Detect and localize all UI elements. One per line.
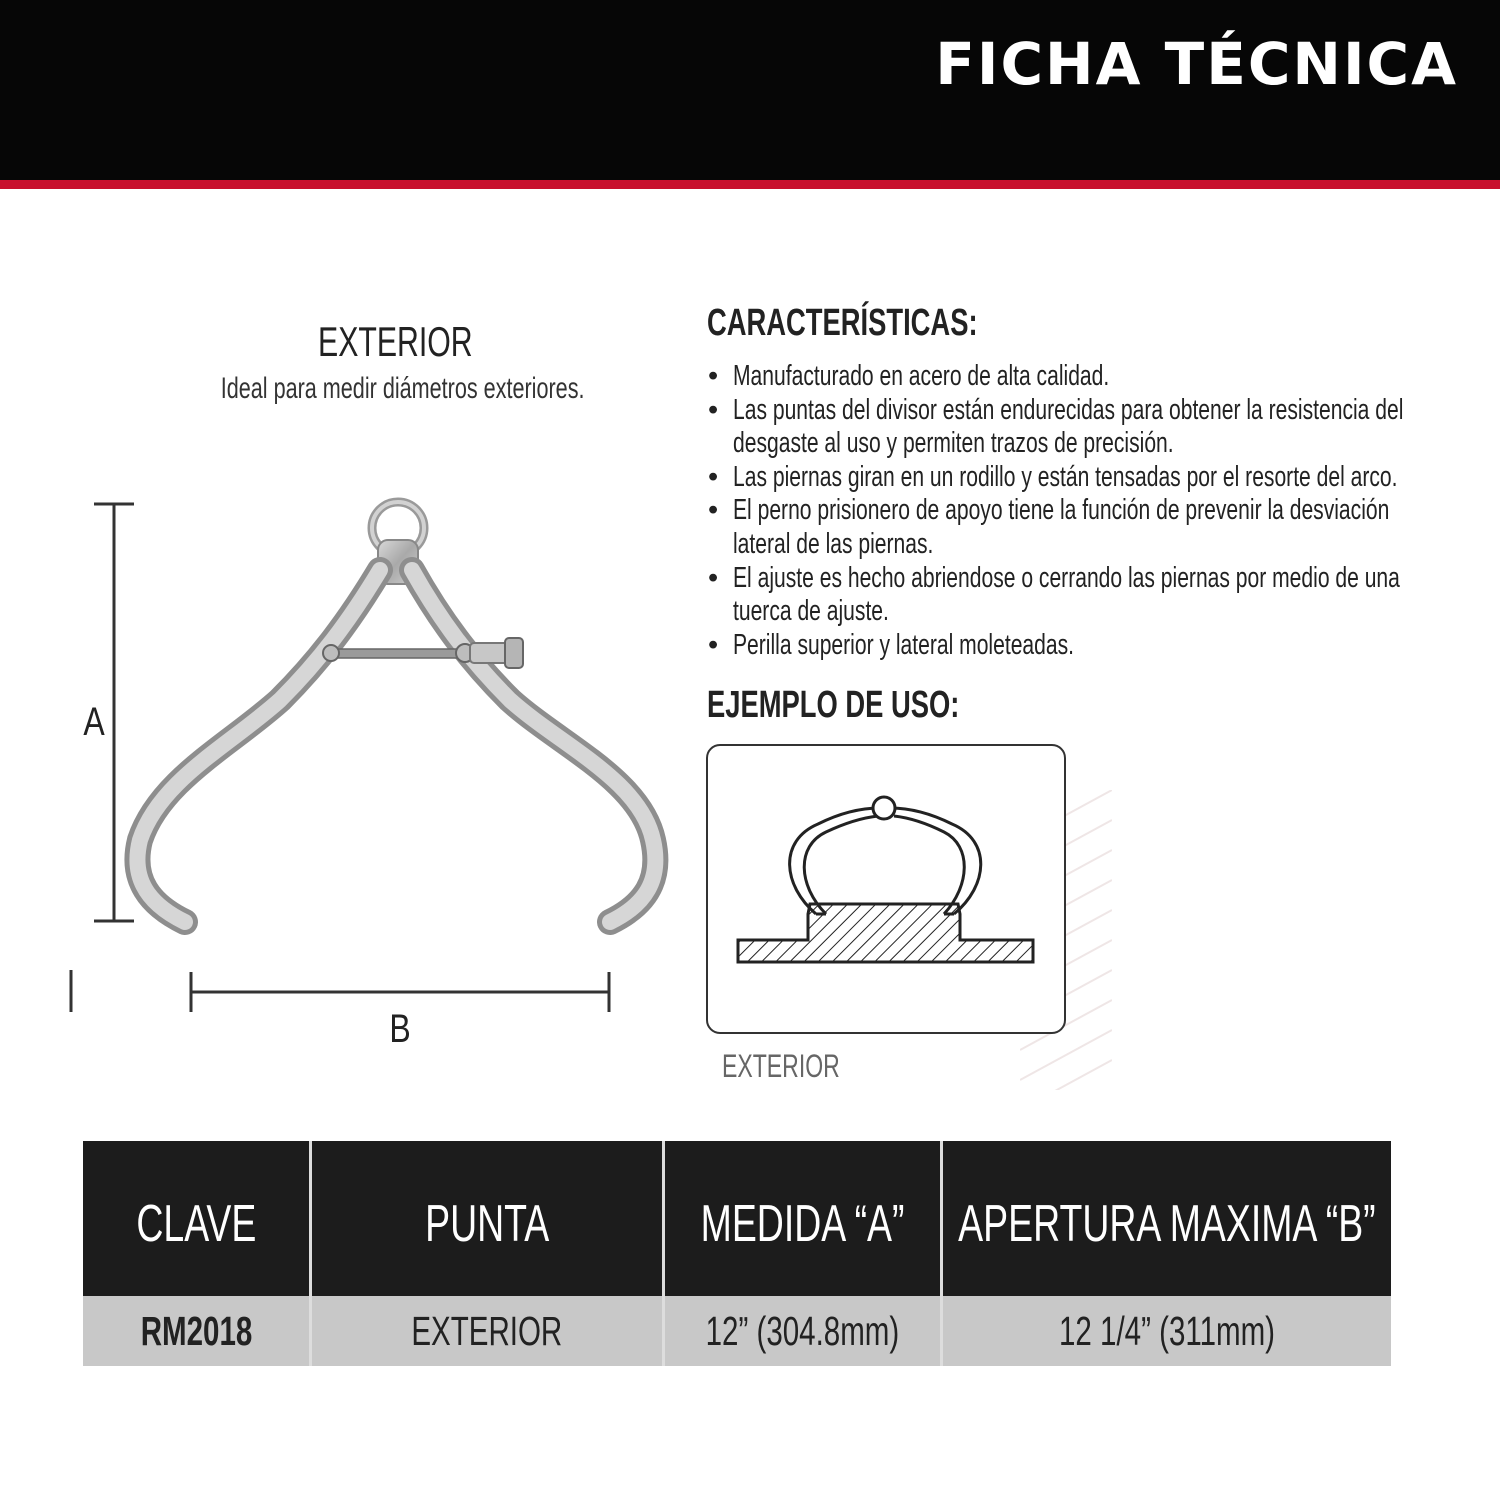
feature-item — [708, 394, 1500, 428]
cell-text: 12” (304.8mm) — [705, 1307, 900, 1354]
bullet-icon: • — [708, 393, 719, 426]
cell-apertura-b — [943, 1296, 1391, 1366]
bullet-icon: • — [708, 494, 719, 527]
feature-item — [708, 360, 1500, 394]
bullet-icon: • — [708, 360, 719, 392]
feature-item — [708, 562, 1500, 596]
cell-text: EXTERIOR — [411, 1307, 563, 1354]
example-label-text: EXTERIOR — [722, 1048, 840, 1084]
accent-stripe — [0, 180, 1500, 189]
table-header-row — [83, 1141, 1391, 1296]
feature-text: El perno prisionero de apoyo tiene la función de prevenir la desviación — [733, 494, 1390, 527]
feature-text: El ajuste es hecho abriendose o cerrando las piernas por medio de una — [733, 561, 1400, 594]
example-title — [707, 684, 1058, 727]
feature-text: desgaste al uso y permiten trazos de precisión. — [733, 427, 1174, 460]
caliper-icon — [137, 502, 655, 922]
header-text: APERTURA MAXIMA “B” — [958, 1194, 1376, 1253]
feature-text: Manufacturado en acero de alta calidad. — [733, 360, 1110, 392]
column-header-punta — [312, 1141, 665, 1296]
feature-text: Las piernas giran en un rodillo y están tensadas por el resorte del arco. — [733, 460, 1398, 493]
feature-text: tuerca de ajuste. — [733, 595, 889, 628]
product-title — [200, 318, 590, 366]
example-label — [722, 1048, 886, 1085]
header-text: MEDIDA “A” — [700, 1194, 905, 1253]
product-subtitle — [150, 372, 640, 406]
header-bar — [0, 0, 1500, 180]
specs-table — [83, 1141, 1391, 1366]
feature-item-continued — [708, 427, 1500, 461]
column-header-medida-a — [665, 1141, 943, 1296]
header-text: PUNTA — [424, 1194, 550, 1253]
column-header-clave — [83, 1141, 312, 1296]
feature-item — [708, 629, 1500, 663]
product-title-text: EXTERIOR — [317, 318, 473, 365]
feature-text: Perilla superior y lateral moleteadas. — [733, 628, 1075, 661]
cell-medida-a — [665, 1296, 943, 1366]
table-row — [83, 1296, 1391, 1366]
dimension-a-label: A — [83, 698, 105, 744]
example-illustration — [706, 744, 1066, 1034]
product-subtitle-text: Ideal para medir diámetros exteriores. — [220, 372, 585, 405]
feature-item-continued — [708, 595, 1500, 629]
column-header-apertura-b — [943, 1141, 1391, 1296]
header-text: CLAVE — [135, 1194, 256, 1253]
features-list — [708, 360, 1500, 662]
example-title-text: EJEMPLO DE USO: — [707, 684, 960, 726]
features-title-text: CARACTERÍSTICAS: — [707, 302, 978, 344]
cell-text: 12 1/4” (311mm) — [1058, 1307, 1275, 1354]
features-title — [707, 302, 1083, 345]
feature-item — [708, 494, 1500, 528]
feature-text: Las puntas del divisor están endurecidas para obtener la resistencia del — [733, 393, 1404, 426]
cell-punta — [312, 1296, 665, 1366]
bullet-icon: • — [708, 561, 719, 594]
bullet-icon: • — [708, 628, 719, 661]
caliper-diagram — [0, 480, 700, 1080]
caliper-usage-icon — [708, 746, 1064, 1032]
cell-text: RM2018 — [140, 1307, 252, 1354]
page-title: FICHA TÉCNICA — [935, 30, 1458, 98]
feature-item-continued — [708, 528, 1500, 562]
dimension-b-label: B — [389, 1005, 411, 1051]
feature-text: lateral de las piernas. — [733, 527, 934, 560]
feature-item — [708, 461, 1500, 495]
cell-clave — [83, 1296, 312, 1366]
bullet-icon: • — [708, 460, 719, 493]
